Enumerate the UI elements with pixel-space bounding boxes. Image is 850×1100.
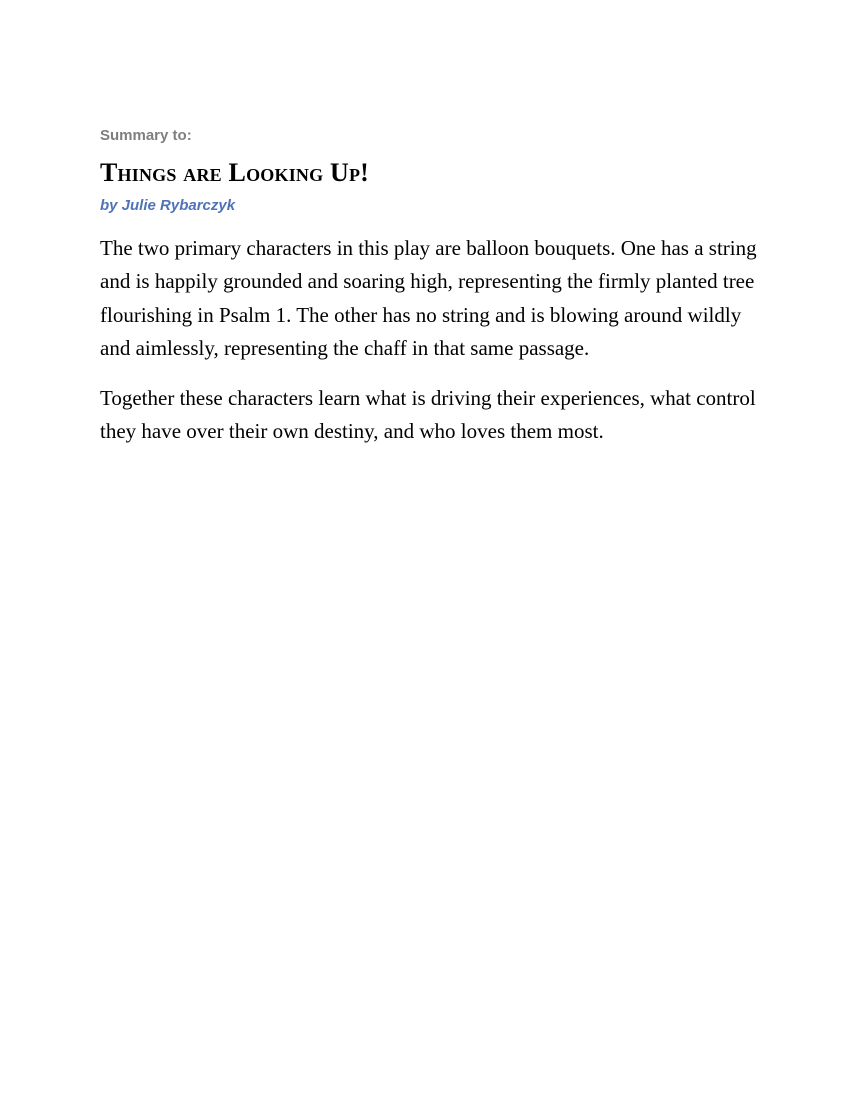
document-page — [100, 126, 760, 449]
summary-paragraph-1: The two primary characters in this play are balloon bouquets. One has a string and is happily grounded and soaring high, representing the firmly planted tree flourishing in Psalm 1. The other has no string and is blowing around wildly and aimlessly, representing the chaff in that same passage. — [100, 236, 757, 360]
summary-paragraph-2: Together these characters learn what is driving their experiences, what control they have over their own destiny, and who loves them most. — [100, 386, 756, 444]
author-byline: by Julie Rybarczyk — [100, 197, 236, 214]
summary-label: Summary to: — [100, 127, 192, 144]
page-title: Things are Looking Up! — [100, 158, 370, 187]
